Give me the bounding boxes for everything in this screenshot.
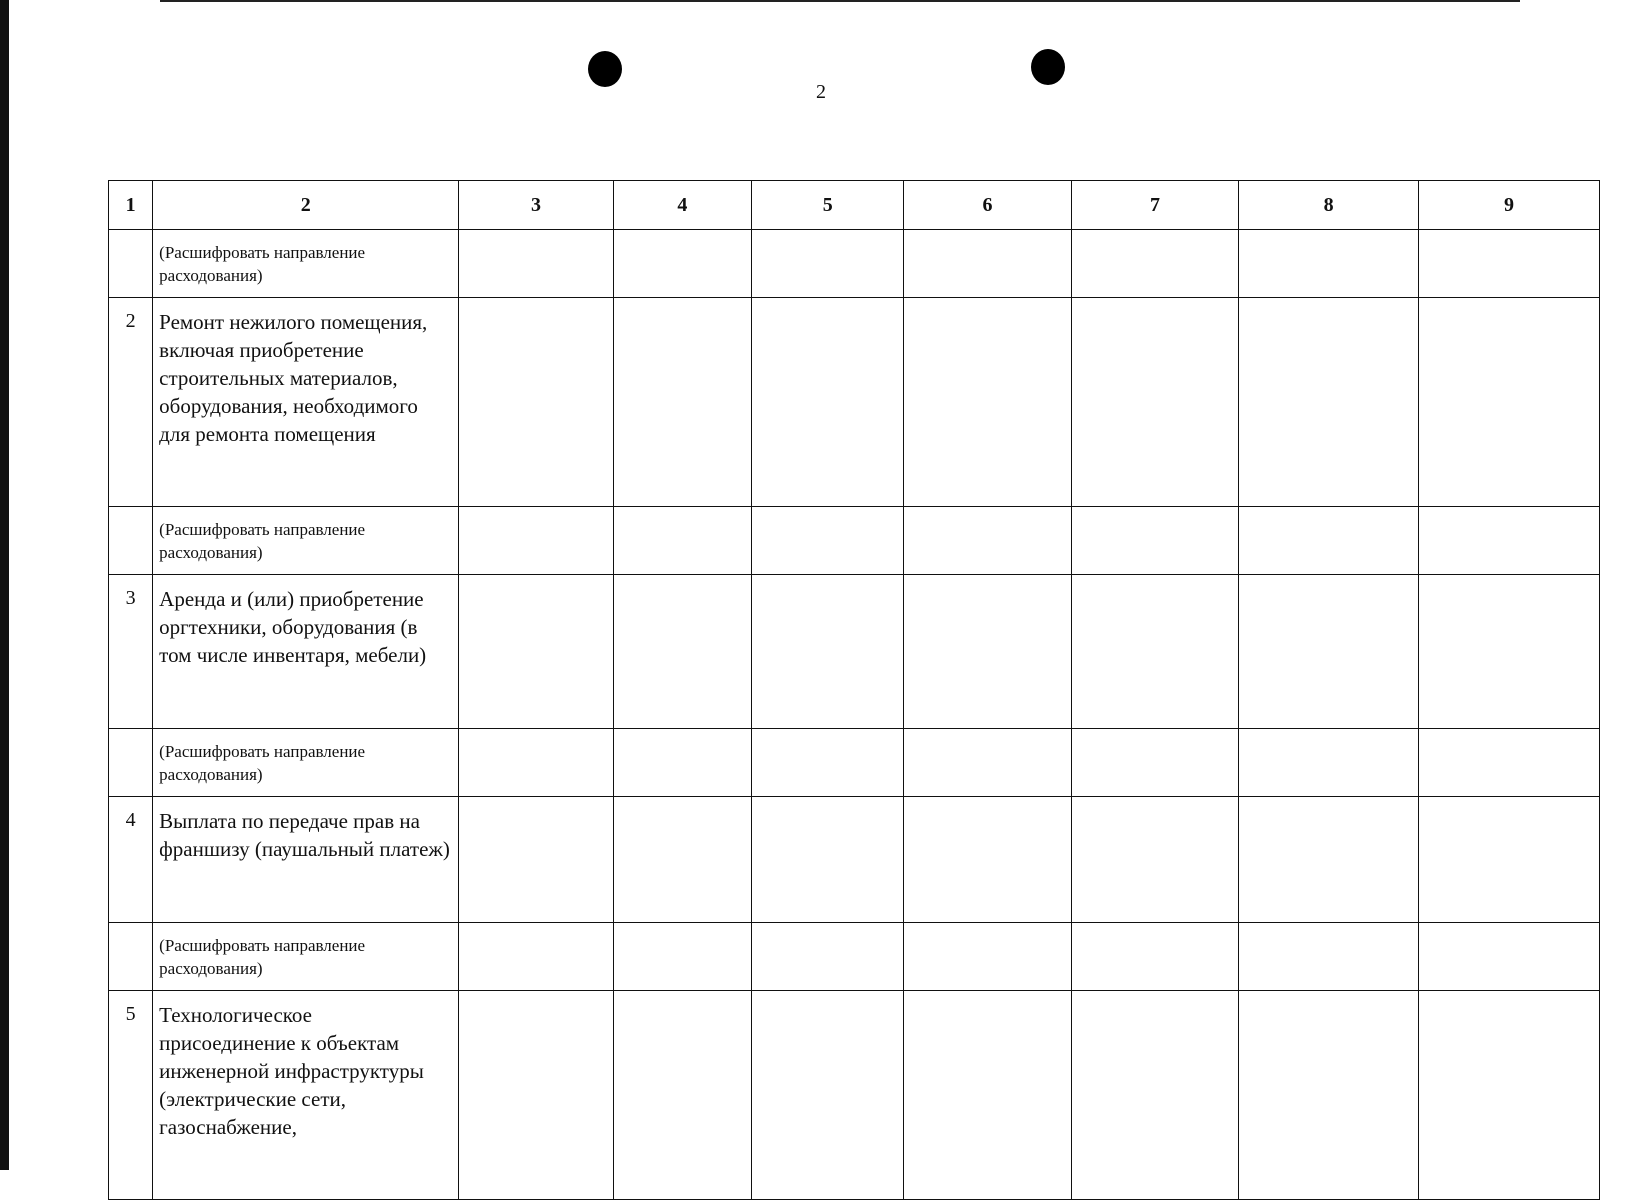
empty-cell (1071, 729, 1238, 797)
header-col-2: 2 (153, 181, 459, 230)
table-row (109, 507, 1600, 575)
row-number: 4 (109, 797, 153, 923)
empty-cell (459, 729, 613, 797)
empty-cell (752, 729, 904, 797)
header-col-6: 6 (904, 181, 1071, 230)
empty-cell (1071, 923, 1238, 991)
empty-cell (1071, 575, 1238, 729)
empty-cell (1071, 507, 1238, 575)
table-row (109, 797, 1600, 923)
empty-cell (1071, 797, 1238, 923)
empty-cell (904, 923, 1071, 991)
header-row (109, 181, 1600, 230)
empty-cell (904, 797, 1071, 923)
empty-cell (752, 575, 904, 729)
empty-cell (904, 298, 1071, 507)
empty-cell (1239, 298, 1419, 507)
scan-left-edge-shadow (0, 0, 9, 1170)
empty-cell (1239, 507, 1419, 575)
header-col-7: 7 (1071, 181, 1238, 230)
table-row (109, 230, 1600, 298)
header-col-4: 4 (613, 181, 752, 230)
empty-cell (459, 230, 613, 298)
empty-cell (904, 729, 1071, 797)
empty-cell (1239, 923, 1419, 991)
header-col-3: 3 (459, 181, 613, 230)
empty-cell (1071, 230, 1238, 298)
expense-item: Аренда и (или) приобретение оргтехники, оборудования (в том числе инвентаря, мебели) (153, 575, 459, 729)
header-col-9: 9 (1419, 181, 1600, 230)
table-row (109, 923, 1600, 991)
empty-cell (904, 991, 1071, 1200)
header-col-8: 8 (1239, 181, 1419, 230)
table-row (109, 298, 1600, 507)
empty-cell (752, 991, 904, 1200)
empty-cell (613, 298, 752, 507)
empty-cell (613, 991, 752, 1200)
row-number (109, 230, 153, 298)
table-row (109, 991, 1600, 1200)
empty-cell (1239, 729, 1419, 797)
expense-note: (Расшифровать направление расходования) (153, 507, 459, 575)
row-number (109, 923, 153, 991)
empty-cell (1239, 797, 1419, 923)
empty-cell (904, 230, 1071, 298)
empty-cell (613, 729, 752, 797)
empty-cell (1419, 298, 1600, 507)
expense-table (108, 180, 1600, 1200)
table-row (109, 729, 1600, 797)
empty-cell (459, 797, 613, 923)
empty-cell (613, 230, 752, 298)
expense-item: Выплата по передаче прав на франшизу (паушальный платеж) (153, 797, 459, 923)
expense-note: (Расшифровать направление расходования) (153, 923, 459, 991)
empty-cell (459, 991, 613, 1200)
empty-cell (1071, 298, 1238, 507)
empty-cell (752, 507, 904, 575)
row-number: 3 (109, 575, 153, 729)
empty-cell (752, 797, 904, 923)
empty-cell (459, 298, 613, 507)
empty-cell (459, 923, 613, 991)
empty-cell (752, 230, 904, 298)
empty-cell (1419, 729, 1600, 797)
empty-cell (1419, 991, 1600, 1200)
row-number: 2 (109, 298, 153, 507)
empty-cell (752, 923, 904, 991)
empty-cell (459, 575, 613, 729)
empty-cell (752, 298, 904, 507)
empty-cell (1239, 991, 1419, 1200)
expense-note: (Расшифровать направление расходования) (153, 230, 459, 298)
header-col-5: 5 (752, 181, 904, 230)
empty-cell (904, 575, 1071, 729)
empty-cell (613, 507, 752, 575)
row-number (109, 507, 153, 575)
scan-top-edge-line (160, 0, 1520, 2)
table-row (109, 575, 1600, 729)
empty-cell (459, 507, 613, 575)
empty-cell (904, 507, 1071, 575)
empty-cell (1419, 575, 1600, 729)
punch-hole-left (588, 51, 622, 87)
expense-note: (Расшифровать направление расходования) (153, 729, 459, 797)
expense-item: Ремонт нежилого помещения, включая приобретение строительных материалов, оборудования, необходимого для ремонта помещения (153, 298, 459, 507)
empty-cell (613, 797, 752, 923)
empty-cell (1419, 797, 1600, 923)
empty-cell (1239, 575, 1419, 729)
header-col-1: 1 (109, 181, 153, 230)
empty-cell (1419, 230, 1600, 298)
empty-cell (1419, 507, 1600, 575)
page-number: 2 (816, 81, 826, 103)
row-number: 5 (109, 991, 153, 1200)
expense-item: Технологическое присоединение к объектам инженерной инфраструктуры (электрические сети, газоснабжение, (153, 991, 459, 1200)
punch-hole-right (1031, 49, 1065, 85)
empty-cell (613, 575, 752, 729)
row-number (109, 729, 153, 797)
empty-cell (1239, 230, 1419, 298)
empty-cell (613, 923, 752, 991)
empty-cell (1071, 991, 1238, 1200)
empty-cell (1419, 923, 1600, 991)
